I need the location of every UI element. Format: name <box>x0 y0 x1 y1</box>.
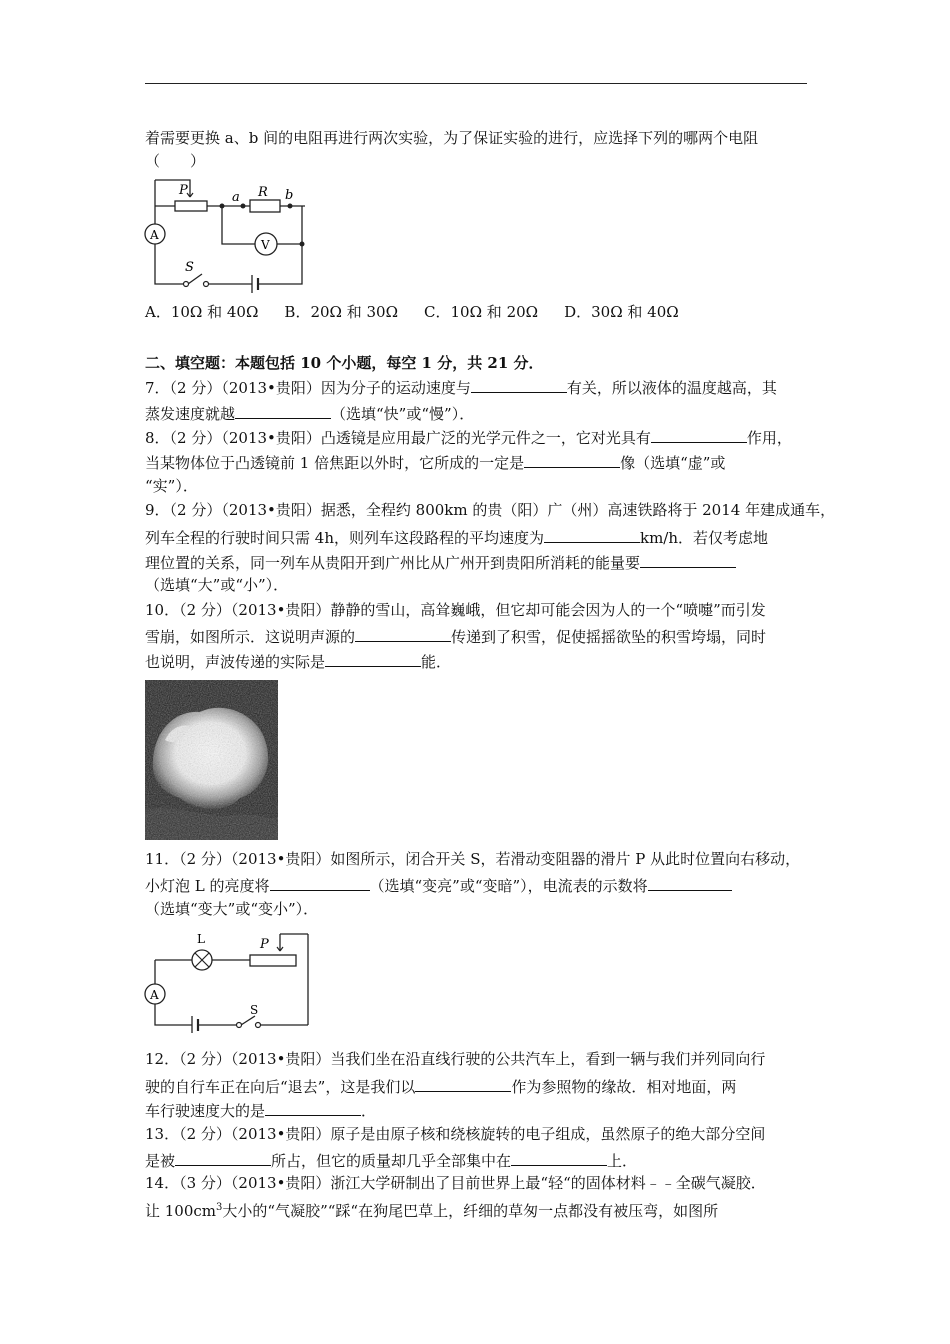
q12-line-3: 车行驶速度大的是 ． <box>145 1099 376 1121</box>
q6-circuit-diagram <box>140 172 310 294</box>
q9-line-1: 9．（2 分）（2013•贵阳）据悉，全程约 800km 的贵（阳）广（州）高速铁路将于 2014 年建成通车， <box>145 501 836 519</box>
answer-blank <box>648 874 732 891</box>
q11-line-2: 小灯泡 L 的亮度将 （选填“变亮”或“变暗”），电流表的示数将 <box>145 874 732 896</box>
answer-blank <box>544 526 640 543</box>
answer-blank <box>235 402 331 419</box>
q6-answer-paren: （ ） <box>145 152 206 170</box>
answer-blank <box>524 451 620 468</box>
q6-fig-label-p: P <box>179 183 188 198</box>
q14-line-1: 14．（3 分）（2013•贵阳）浙江大学研制出了目前世界上最“轻“的固体材料﹣﹣全碳气凝胶． <box>145 1174 766 1192</box>
q9-line-2: 列车全程的行驶时间只需 4h，则列车这段路程的平均速度为 km/h．若仅考虑地 <box>145 526 768 548</box>
option-c: C．10Ω 和 20Ω <box>424 303 539 321</box>
answer-blank <box>175 1149 271 1166</box>
q14-line-2: 让 $100cm^3$大小的“气凝胶”“踩“在狗尾巴草上，纤细的草匆一点都没有被压弯，如图所 <box>145 1202 719 1220</box>
q6-fig-label-r: R <box>258 185 268 200</box>
q13-line-2: 是被 所占，但它的质量却几乎全部集中在 上． <box>145 1149 637 1171</box>
q11-line-1: 11．（2 分）（2013•贵阳）如图所示，闭合开关 S，若滑动变阻器的滑片 P 从此时位置向右移动， <box>145 850 801 868</box>
answer-blank <box>325 650 421 667</box>
avalanche-photo <box>145 680 278 840</box>
q6-fig-label-voltmeter: V <box>261 238 270 252</box>
q6-text: 着需要更换 a、b 间的电阻再进行两次实验，为了保证实验的进行，应选择下列的哪两个电阻 <box>145 129 759 147</box>
q10-line-2: 雪崩，如图所示．这说明声源的 传递到了积雪，促使摇摇欲坠的积雪垮塌，同时 <box>145 625 766 647</box>
q8-line-1: 8．（2 分）（2013•贵阳）凸透镜是应用最广泛的光学元件之一，它对光具有 作用， <box>145 426 792 448</box>
answer-blank <box>270 874 370 891</box>
q9-line-3: 理位置的关系，同一列车从贵阳开到广州比从广州开到贵阳所消耗的能量要 <box>145 551 736 573</box>
q12-line-1: 12．（2 分）（2013•贵阳）当我们坐在沿直线行驶的公共汽车上，看到一辆与我们并列同向行 <box>145 1050 766 1068</box>
q7-line-2: 蒸发速度就越 （选填“快”或“慢”）． <box>145 402 474 424</box>
q7-line-1: 7．（2 分）（2013•贵阳）因为分子的运动速度与 有关，所以液体的温度越高，其 <box>145 376 777 398</box>
option-b: B．20Ω 和 30Ω <box>284 303 399 321</box>
answer-blank <box>265 1099 361 1116</box>
q8-line-2: 当某物体位于凸透镜前 1 倍焦距以外时，它所成的一定是 像（选填“虚”或 <box>145 451 725 473</box>
answer-blank <box>651 426 747 443</box>
q11-circuit-diagram <box>140 928 315 1033</box>
q6-fig-label-ammeter: A <box>150 228 159 242</box>
q12-line-2: 驶的自行车正在向后“退去”，这是我们以 作为参照物的缘故．相对地面，两 <box>145 1075 736 1097</box>
q11-line-3: （选填“变大”或“变小”）． <box>145 900 319 918</box>
q6-fig-label-s: S <box>185 260 194 275</box>
q9-line-4: （选填“大”或“小”）． <box>145 576 289 594</box>
option-a: A．10Ω 和 40Ω <box>145 303 259 321</box>
q6-fig-label-b: b <box>285 188 294 203</box>
q11-fig-label-l: L <box>197 932 205 946</box>
answer-blank <box>415 1075 511 1092</box>
q6-options <box>145 302 705 322</box>
q6-fig-label-a: a <box>232 190 240 205</box>
answer-blank <box>640 551 736 568</box>
q8-line-3: “实”）． <box>145 477 198 495</box>
q10-line-1: 10．（2 分）（2013•贵阳）静静的雪山，高耸巍峨，但它却可能会因为人的一个“喷嚏”而引发 <box>145 601 766 619</box>
section-heading: 二、填空题：本题包括 10 个小题，每空 1 分，共 21 分． <box>145 354 544 372</box>
header-rule <box>145 83 807 84</box>
q11-fig-label-s: S <box>250 1003 259 1017</box>
q13-line-1: 13．（2 分）（2013•贵阳）原子是由原子核和绕核旋转的电子组成，虽然原子的绝大部分空间 <box>145 1125 766 1143</box>
answer-blank <box>355 625 451 642</box>
answer-blank <box>471 376 567 393</box>
answer-blank <box>511 1149 607 1166</box>
q11-fig-label-p: P <box>260 937 269 952</box>
option-d: D．30Ω 和 40Ω <box>564 303 679 321</box>
q10-line-3: 也说明，声波传递的实际是 能． <box>145 650 451 672</box>
q11-fig-label-ammeter: A <box>150 988 159 1002</box>
